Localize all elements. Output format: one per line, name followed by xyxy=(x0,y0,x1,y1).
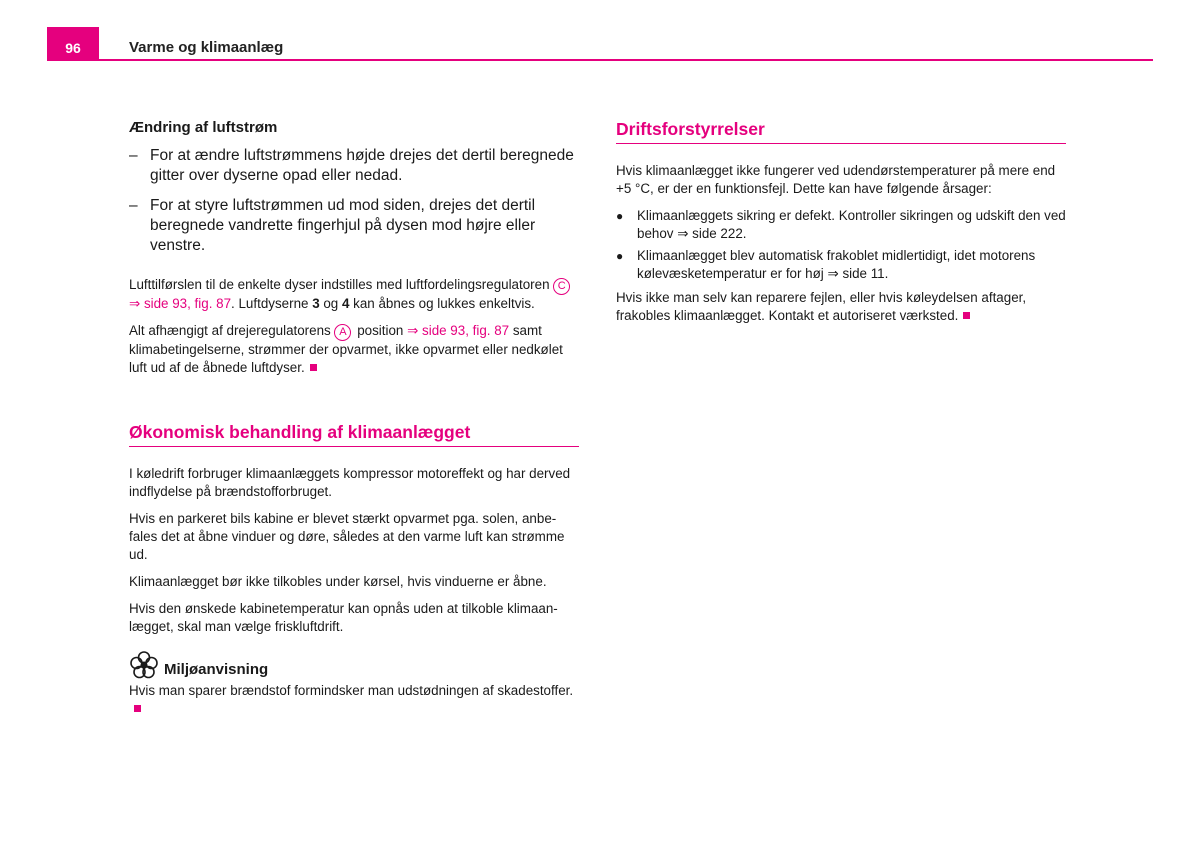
environment-note-text xyxy=(129,682,579,718)
paragraph-text: kan åbnes og lukkes enkeltvis. xyxy=(349,296,535,311)
section-paragraph: I køledrift forbruger klimaanlæggets kompressor motoreffekt og har derved indflydelse på brændstofforbruget. xyxy=(129,466,571,499)
square-end-icon xyxy=(134,705,141,712)
header-rule xyxy=(47,59,1153,61)
paragraph-text: position xyxy=(353,323,408,338)
malfunction-section-title: Driftsforstyrrelser xyxy=(616,118,1066,144)
page-number: 96 xyxy=(47,27,99,60)
section-paragraph: Hvis en parkeret bils kabine er blevet stærkt opvarmet pga. solen, anbe-fales det at åbne vinduer og døre, således at den varme luft kan strømme ud. xyxy=(129,511,565,562)
vent-number: 4 xyxy=(341,296,350,311)
environment-note-title: Miljøanvisning xyxy=(164,661,269,678)
vent-number: 3 xyxy=(312,296,320,311)
square-end-icon xyxy=(310,364,317,371)
page-reference-link[interactable]: ⇒ side 93, fig. 87 xyxy=(407,323,510,338)
paragraph-text: Hvis man sparer brændstof formindsker man udstødningen af skadestoffer. xyxy=(129,683,574,698)
paragraph-text: . Luftdyserne xyxy=(231,296,313,311)
list-item xyxy=(616,247,1066,283)
paragraph-text: samt klimabetingelserne, strømmer der opvarmet, ikke opvarmet eller nedkølet luft ud af de åbnede luftdyser. xyxy=(129,323,563,375)
list-item-text: Klimaanlægget blev automatisk frakoblet midlertidigt, idet motorens kølevæsketemperatur er for høj ⇒ side 11. xyxy=(637,248,1036,281)
malfunction-intro: Hvis klimaanlægget ikke fungerer ved udendørstemperaturer på mere end +5 °C, er der en funktionsfejl. Dette kan have følgende årsager: xyxy=(616,163,1056,196)
airflow-subheading: Ændring af luftstrøm xyxy=(129,119,278,136)
right-column xyxy=(616,118,1066,334)
chapter-title: Varme og klimaanlæg xyxy=(129,39,284,56)
section-paragraph: Hvis den ønskede kabinetemperatur kan opnås uden at tilkoble klimaan-lægget, skal man vælge friskluftdrift. xyxy=(129,601,558,634)
paragraph-text: Hvis ikke man selv kan reparere fejlen, eller hvis køleydelsen aftager, frakobles klimaanlægget. Kontakt et autoriseret værksted. xyxy=(616,290,1027,323)
instruction-step xyxy=(129,196,579,256)
economy-section-title: Økonomisk behandling af klimaanlægget xyxy=(129,421,579,447)
bullet-marker: ● xyxy=(616,209,624,223)
paragraph-text: og xyxy=(319,296,342,311)
flower-icon xyxy=(129,650,159,680)
environment-note-header xyxy=(129,650,579,680)
cause-list xyxy=(616,207,1066,283)
malfunction-closing xyxy=(616,289,1066,325)
step-text: For at ændre luftstrømmens højde drejes det dertil beregnede gitter over dyserne opad eller nedad. xyxy=(150,147,574,184)
list-item xyxy=(616,207,1066,243)
airflow-distribution-paragraph xyxy=(129,276,579,313)
page-reference-link[interactable]: ⇒ side 93, fig. 87 xyxy=(129,296,232,311)
rotary-control-paragraph xyxy=(129,322,579,377)
step-marker: – xyxy=(129,147,138,164)
step-text: For at styre luftstrømmen ud mod siden, drejes det dertil beregnede vandrette fingerhjul på dysen mod højre eller venstre. xyxy=(150,197,536,254)
paragraph-text: Alt afhængigt af drejeregulatorens xyxy=(129,323,331,338)
bullet-marker: ● xyxy=(616,249,624,263)
control-a-badge: A xyxy=(334,324,351,341)
left-column xyxy=(129,118,579,727)
list-item-text: Klimaanlæggets sikring er defekt. Kontroller sikringen og udskift den ved behov ⇒ side 222. xyxy=(637,208,1066,241)
paragraph-text: Lufttilførslen til de enkelte dyser indstilles med luftfordelingsregulatoren xyxy=(129,277,550,292)
square-end-icon xyxy=(963,312,970,319)
instruction-step xyxy=(129,146,579,186)
control-c-badge: C xyxy=(553,278,570,295)
section-paragraph: Klimaanlægget bør ikke tilkobles under kørsel, hvis vinduerne er åbne. xyxy=(129,574,547,589)
step-marker: – xyxy=(129,197,138,214)
